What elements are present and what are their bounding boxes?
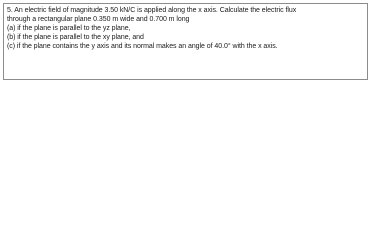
part-a-text: (a) if the plane is parallel to the yz plane, — [7, 25, 131, 32]
part-b-text: (b) if the plane is parallel to the xy plane, and — [7, 34, 144, 41]
problem-statement-line-1: 5. An electric field of magnitude 3.50 kN/C is applied along the x axis. Calculate the electric flux — [7, 7, 297, 14]
problem-box — [3, 3, 368, 80]
part-c-text: (c) if the plane contains the y axis and its normal makes an angle of 40.0° with the x axis. — [7, 43, 278, 50]
problem-statement-line-2: through a rectangular plane 0.350 m wide and 0.700 m long — [7, 16, 190, 23]
